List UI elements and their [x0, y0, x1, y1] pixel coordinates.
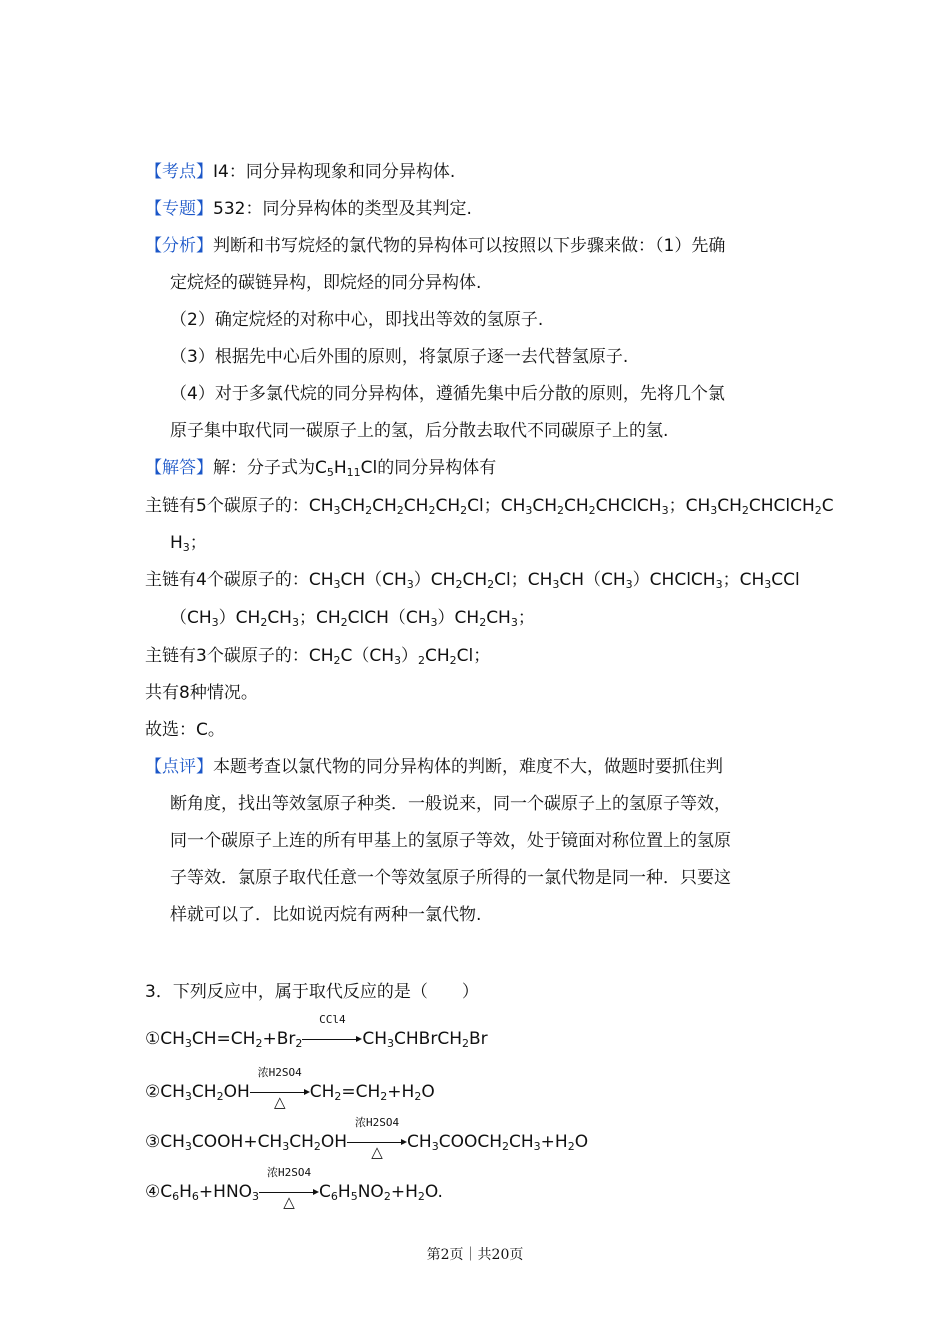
condition-h2so4: 浓H2SO4 — [354, 1116, 400, 1129]
condition-ccl4: CCl4 — [319, 1013, 346, 1026]
fenxi-line-4: （3）根据先中心后外围的原则，将氯原子逐一去代替氢原子. — [170, 347, 629, 367]
kaodian-tag: 【考点】 — [145, 162, 213, 182]
kaodian-text: I4：同分异构现象和同分异构体. — [213, 162, 456, 182]
c4-line: 主链有4个碳原子的：$CH_3CH(CH_3)CH_2CH_2Cl$；$CH_3CH(CH_3)CHClCH_3$；$CH_3CCl$ — [145, 570, 800, 591]
dianping-line-4: 子等效．氯原子取代任意一个等效氢原子所得的一氯代物是同一种．只要这 — [170, 868, 731, 888]
condition-heat: △ — [371, 1143, 383, 1161]
reaction-3: $③CH_3COOH+CH_3CH_2OH$ 浓H2SO4 △ $CH_3COOCH_2CH_3+H_2O$ — [145, 1116, 589, 1161]
c5-label: 主链有5个碳原子的： — [145, 496, 309, 516]
fenxi-line-5: （4）对于多氯代烷的同分异构体，遵循先集中后分散的原则，先将几个氯 — [170, 384, 725, 404]
c5-line-cont: $H_3$； — [170, 533, 207, 554]
kaodian-line — [145, 160, 455, 184]
fenxi-tag: 【分析】 — [145, 236, 213, 256]
page-footer: 第2页｜共20页 — [426, 1247, 524, 1263]
zhuanti-line — [145, 197, 472, 221]
jieda-intro-sub2: 11 — [346, 466, 361, 479]
fenxi-line-3: （2）确定烷烃的对称中心，即找出等效的氢原子. — [170, 310, 544, 330]
dianping-line-1 — [145, 755, 723, 779]
condition-h2so4: 浓H2SO4 — [266, 1166, 312, 1179]
jieda-tag: 【解答】 — [145, 458, 213, 478]
fenxi-line-2: 定烷烃的碳链异构，即烷烃的同分异构体. — [170, 273, 482, 293]
dianping-line-5: 样就可以了．比如说丙烷有两种一氯代物. — [170, 905, 482, 925]
dianping-tag: 【点评】 — [145, 757, 213, 777]
reaction-arrow — [259, 1166, 319, 1211]
reaction-arrow — [302, 1013, 362, 1051]
reaction-1: $①CH_3CH=CH_2+Br_2$ CCl4 $CH_3CHBrCH_2Br$ — [145, 1013, 488, 1050]
fenxi-text-1: 判断和书写烷烃的氯代物的异构体可以按照以下步骤来做：（1）先确 — [213, 236, 726, 256]
jieda-intro-pre: 解：分子式为C — [213, 458, 327, 478]
jieda-intro-post: Cl的同分异构体有 — [360, 458, 497, 478]
c3-label: 主链有3个碳原子的： — [145, 646, 309, 666]
reaction-2: $②CH_3CH_2OH$ 浓H2SO4 △ $CH_2=CH_2+H_2O$ — [145, 1066, 435, 1111]
reaction-1-number: ① — [145, 1029, 161, 1049]
c3-line: 主链有3个碳原子的：$CH_2C(CH_3)_2CH_2Cl$； — [145, 646, 491, 667]
reaction-3-number: ③ — [145, 1132, 161, 1152]
reaction-2-number: ② — [145, 1082, 161, 1102]
c4-label: 主链有4个碳原子的： — [145, 570, 309, 590]
answer-line: 故选：C。 — [145, 720, 225, 740]
dianping-line-3: 同一个碳原子上连的所有甲基上的氢原子等效，处于镜面对称位置上的氢原 — [170, 831, 731, 851]
zhuanti-text: 532：同分异构体的类型及其判定. — [213, 199, 472, 219]
c4-line-cont: $(CH_3)CH_2CH_3$；$CH_2ClCH(CH_3)CH_2CH_3$； — [170, 608, 535, 629]
jieda-intro-sub1: 5 — [326, 466, 334, 479]
reaction-4-number: ④ — [145, 1182, 161, 1202]
reaction-4: $④C_6H_6+HNO_3$ 浓H2SO4 △ $C_6H_5NO_2+H_2O$. — [145, 1166, 443, 1211]
question-stem: 3．下列反应中，属于取代反应的是（ ） — [145, 982, 479, 1002]
jieda-intro-mid: H — [333, 458, 347, 478]
zhuanti-tag: 【专题】 — [145, 199, 213, 219]
reaction-arrow — [250, 1066, 310, 1111]
jieda-line — [145, 456, 496, 480]
total-line: 共有8种情况。 — [145, 683, 258, 703]
condition-heat: △ — [283, 1193, 295, 1211]
condition-heat: △ — [273, 1093, 286, 1111]
c5-line: 主链有5个碳原子的：$CH_3CH_2CH_2CH_2CH_2Cl$；$CH_3CH_2CH_2CHClCH_3$；$CH_3CH_2CHClCH_2C$ — [145, 496, 834, 517]
fenxi-line-6: 原子集中取代同一碳原子上的氢，后分散去取代不同碳原子上的氢. — [170, 421, 669, 441]
fenxi-line-1 — [145, 234, 725, 258]
reaction-arrow — [347, 1116, 407, 1161]
dianping-line-2: 断角度，找出等效氢原子种类．一般说来，同一个碳原子上的氢原子等效， — [170, 794, 731, 814]
condition-h2so4: 浓H2SO4 — [257, 1066, 302, 1079]
dianping-text-1: 本题考查以氯代物的同分异构体的判断，难度不大，做题时要抓住判 — [213, 757, 723, 777]
